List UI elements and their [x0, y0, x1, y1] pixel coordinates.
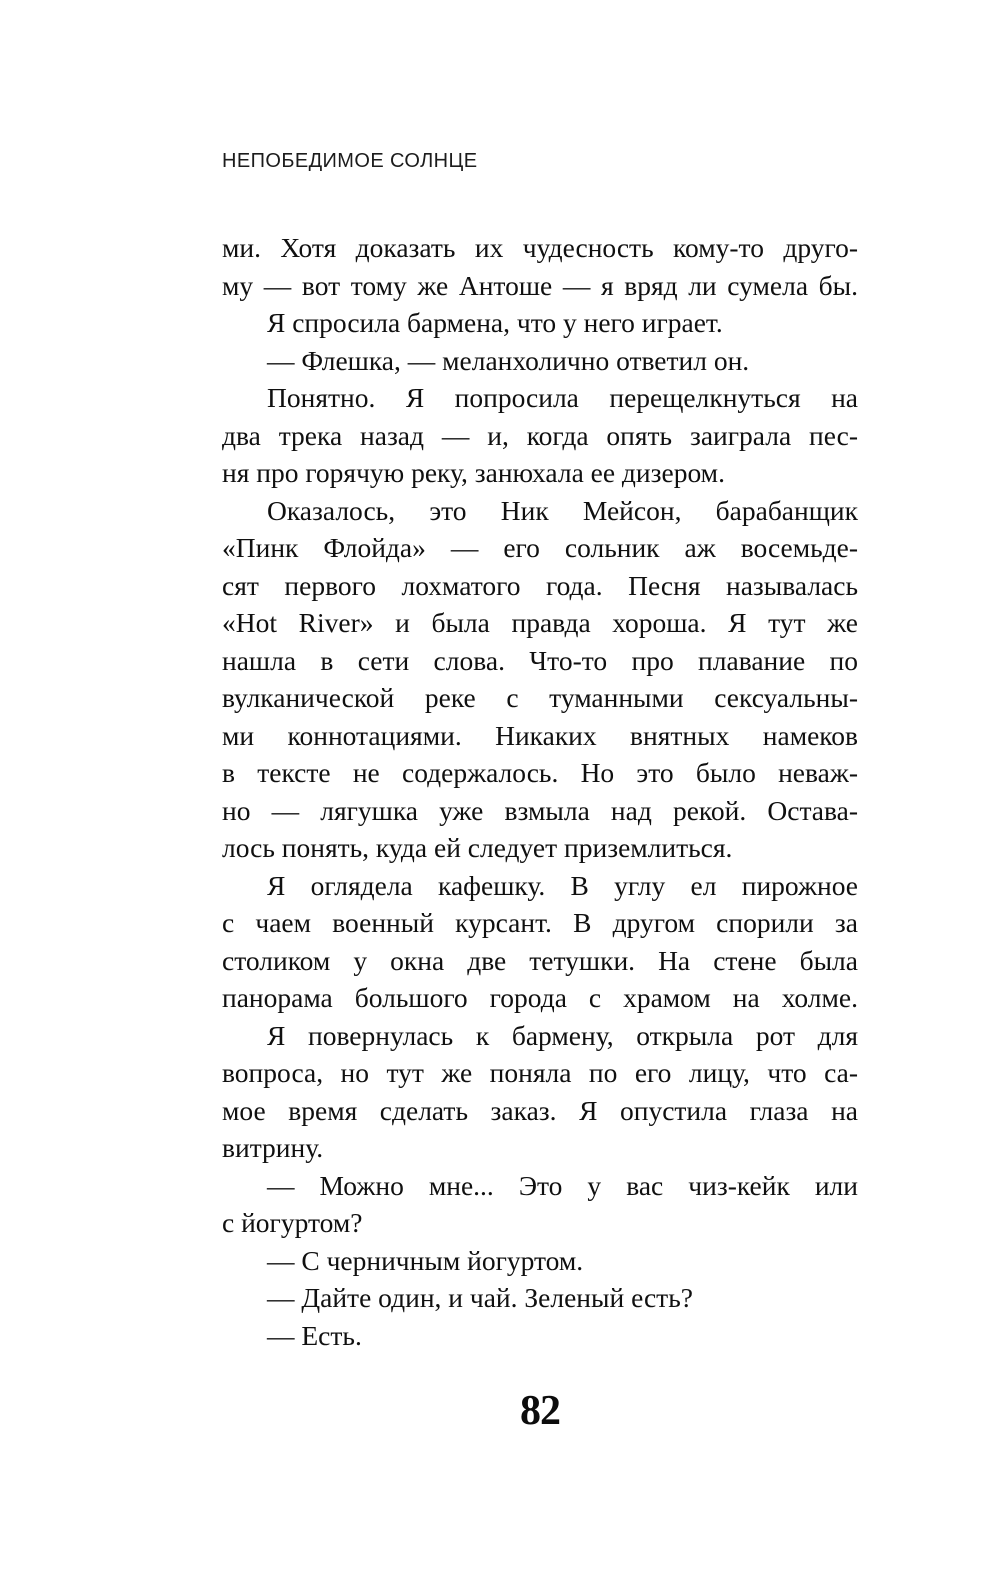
text-line: два трека назад — и, когда опять заиграла пес- — [222, 419, 858, 451]
text-line: вулканической реке с туманными сексуальны- — [222, 682, 858, 713]
text-line: «Пинк Флойда» — его сольник аж восемьде- — [222, 532, 858, 563]
text-line: лось понять, куда ей следует приземлиться. — [222, 832, 733, 863]
text-line: с йогуртом? — [222, 1207, 363, 1238]
text-line: Я оглядела кафешку. В углу ел пирожное — [267, 869, 858, 901]
text-line: столиком у окна две тетушки. На стене была — [222, 944, 858, 976]
text-line: — С черничным йогуртом. — [267, 1244, 584, 1276]
text-line: — Можно мне... Это у вас чиз-кейк или — [267, 1169, 858, 1201]
text-line: — Флешка, — меланхолично ответил он. — [267, 344, 750, 376]
page-number: 82 — [520, 1388, 560, 1434]
text-line: с чаем военный курсант. В другом спорили за — [222, 907, 858, 938]
text-line: Оказалось, это Ник Мейсон, барабанщик — [267, 494, 858, 526]
text-line: мое время сделать заказ. Я опустила глаза на — [222, 1094, 858, 1126]
text-line: ми коннотациями. Никаких внятных намеков — [222, 719, 858, 751]
text-line: Я спросила бармена, что у него играет. — [267, 307, 723, 338]
text-line: сят первого лохматого года. Песня называлась — [222, 569, 858, 601]
text-line: Я повернулась к бармену, открыла рот для — [267, 1019, 858, 1051]
text-line: нашла в сети слова. Что-то про плавание по — [222, 644, 858, 676]
text-line: ми. Хотя доказать их чудесность кому-то друго- — [222, 232, 858, 263]
text-line: вопроса, но тут же поняла по его лицу, что са- — [222, 1057, 858, 1088]
text-line: Понятно. Я попросила перещелкнуться на — [267, 382, 858, 413]
text-line: «Hot River» и была правда хороша. Я тут же — [222, 607, 858, 638]
body-text — [222, 229, 858, 1354]
text-line: — Дайте один, и чай. Зеленый есть? — [267, 1282, 693, 1313]
text-line: в тексте не содержалось. Но это было неваж- — [222, 757, 858, 788]
text-line: панорама большого города с храмом на холме. — [222, 982, 858, 1013]
text-line: но — лягушка уже взмыла над рекой. Остава- — [222, 794, 858, 826]
text-line: ня про горячую реку, занюхала ее дизером. — [222, 457, 725, 488]
text-line: — Есть. — [267, 1319, 362, 1351]
running-header: НЕПОБЕДИМОЕ СОЛНЦЕ — [222, 150, 478, 172]
text-line: му — вот тому же Антоше — я вряд ли сумела бы. — [222, 269, 858, 301]
text-line: витрину. — [222, 1132, 324, 1163]
